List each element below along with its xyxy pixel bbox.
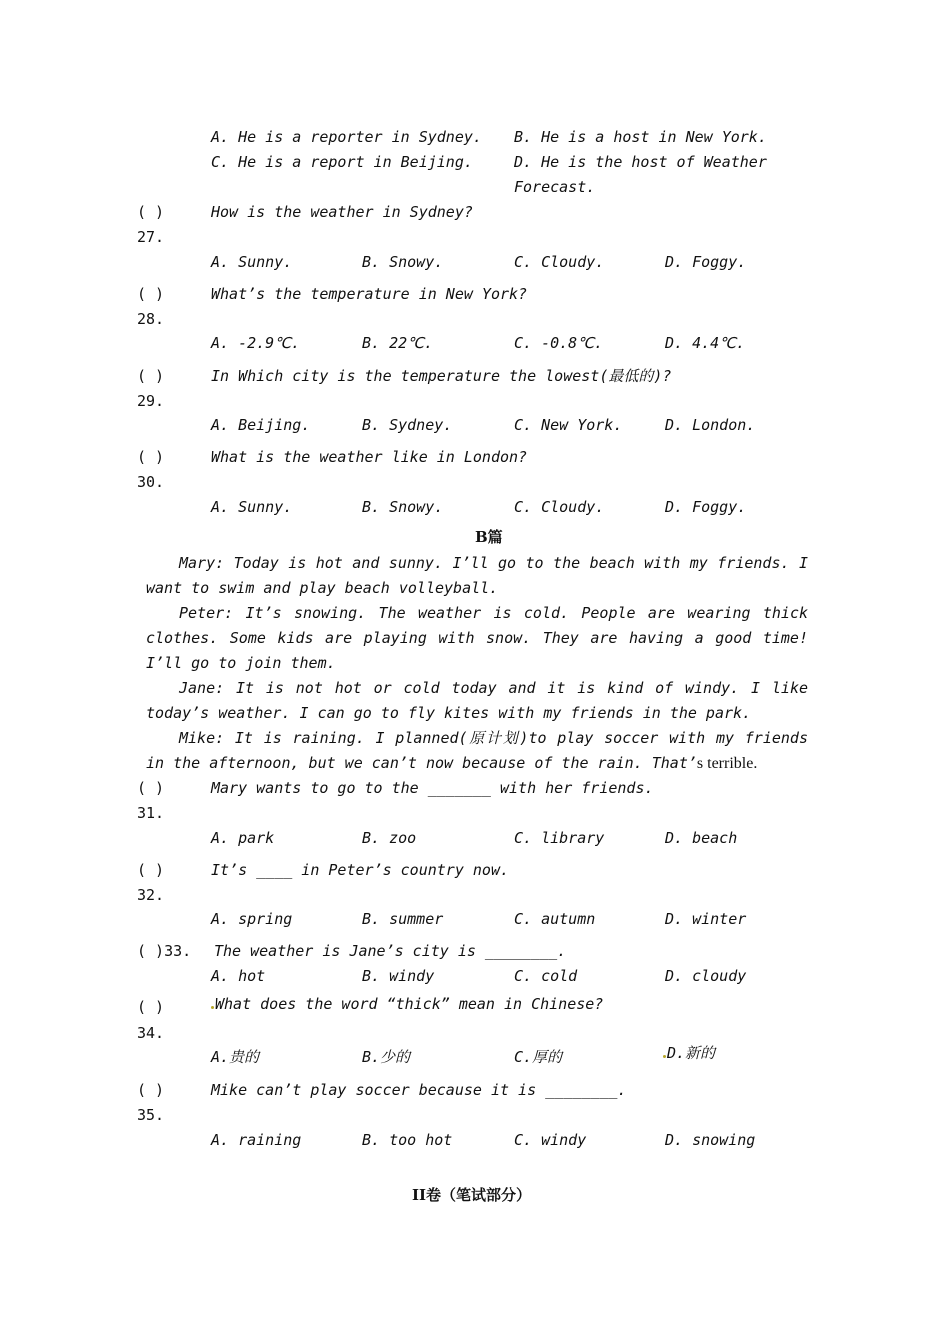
- passage-mike: [146, 726, 808, 776]
- q28-option-b: B. 22℃.: [362, 334, 434, 352]
- q31-number: 31.: [137, 804, 165, 822]
- q27-option-b: B. Snowy.: [362, 253, 444, 271]
- passage-jane: Jane: It is not hot or cold today and it is kind of windy. I like today’s weather. I can go to fly kites with my friends in the park.: [146, 679, 808, 722]
- q28-option-a: A. -2.9℃.: [211, 334, 301, 352]
- q31-option-d: D. beach: [665, 829, 738, 847]
- q31-answer-blank[interactable]: ( ): [137, 779, 165, 797]
- q34-option-c: C.厚的: [514, 1048, 563, 1066]
- q34-answer-blank[interactable]: ( ): [137, 998, 165, 1016]
- q26-option-a: A. He is a reporter in Sydney.: [211, 128, 482, 146]
- q35-answer-blank[interactable]: ( ): [137, 1081, 165, 1099]
- q29-option-d: D. London.: [665, 416, 756, 434]
- section-b-title: B篇: [475, 528, 503, 546]
- q27-number: 27.: [137, 228, 165, 246]
- q35-option-c: C. windy: [514, 1131, 587, 1149]
- q35-option-a: A. raining: [211, 1131, 302, 1149]
- q33-stem: The weather is Jane’s city is ________.: [214, 942, 567, 960]
- passage-mike-text: Mike: It is raining. I planned(原计划)to play soccer with my friends in the afternoon, but we can’t now because of the rain. That’: [146, 729, 808, 772]
- passage-mike-end: s terrible.: [696, 755, 758, 772]
- q27-stem: How is the weather in Sydney?: [211, 203, 473, 221]
- q32-option-d: D. winter: [665, 910, 747, 928]
- q34-option-d: D.新的: [667, 1044, 716, 1062]
- q31-option-a: A. park: [211, 829, 275, 847]
- q32-stem: It’s ____ in Peter’s country now.: [211, 861, 510, 879]
- q34-stem: What does the word “thick” mean in Chinese?: [215, 995, 604, 1013]
- q34-number: 34.: [137, 1024, 165, 1042]
- q28-answer-blank[interactable]: ( ): [137, 285, 165, 303]
- q29-option-b: B. Sydney.: [362, 416, 453, 434]
- q32-option-c: C. autumn: [514, 910, 596, 928]
- q29-option-a: A. Beijing.: [211, 416, 311, 434]
- q35-option-d: D. snowing: [665, 1131, 756, 1149]
- part-two-title: II卷（笔试部分）: [412, 1186, 532, 1204]
- q33-option-c: C. cold: [514, 967, 578, 985]
- reading-passage: [146, 551, 808, 776]
- q33-option-b: B. windy: [362, 967, 435, 985]
- q27-option-c: C. Cloudy.: [514, 253, 605, 271]
- q30-option-d: D. Foggy.: [665, 498, 747, 516]
- q29-answer-blank[interactable]: ( ): [137, 367, 165, 385]
- q32-option-a: A. spring: [211, 910, 293, 928]
- q30-answer-blank[interactable]: ( ): [137, 448, 165, 466]
- marker-dot-icon: [211, 1006, 214, 1009]
- q26-option-b: B. He is a host in New York.: [514, 128, 767, 146]
- q28-stem: What’s the temperature in New York?: [211, 285, 528, 303]
- marker-dot-icon: [663, 1055, 666, 1058]
- q35-stem: Mike can’t play soccer because it is ________.: [211, 1081, 627, 1099]
- q31-option-b: B. zoo: [362, 829, 417, 847]
- q27-option-a: A. Sunny.: [211, 253, 293, 271]
- q33-answer-blank[interactable]: ( )33.: [137, 942, 192, 960]
- passage-mary: Mary: Today is hot and sunny. I’ll go to the beach with my friends. I want to swim and play beach volleyball.: [146, 554, 808, 597]
- q33-option-d: D. cloudy: [665, 967, 747, 985]
- q30-number: 30.: [137, 473, 165, 491]
- q30-option-a: A. Sunny.: [211, 498, 293, 516]
- q26-option-d: D. He is the host of Weather: [514, 153, 767, 171]
- q28-option-d: D. 4.4℃.: [665, 334, 746, 352]
- q34-option-d-line: [663, 1046, 715, 1061]
- q29-option-c: C. New York.: [514, 416, 623, 434]
- passage-peter: Peter: It’s snowing. The weather is cold. People are wearing thick clothes. Some kids are playing with snow. They are having a good time! I’ll go to join them.: [146, 604, 808, 672]
- q27-answer-blank[interactable]: ( ): [137, 203, 165, 221]
- q29-stem: In Which city is the temperature the lowest(最低的)?: [211, 367, 672, 385]
- q31-option-c: C. library: [514, 829, 605, 847]
- q34-option-a: A.贵的: [211, 1048, 260, 1066]
- q30-option-c: C. Cloudy.: [514, 498, 605, 516]
- q26-option-d-cont: Forecast.: [514, 178, 596, 196]
- q35-option-b: B. too hot: [362, 1131, 453, 1149]
- q30-stem: What is the weather like in London?: [211, 448, 528, 466]
- q34-stem-line: [211, 997, 603, 1012]
- q30-option-b: B. Snowy.: [362, 498, 444, 516]
- q34-option-b: B.少的: [362, 1048, 411, 1066]
- q31-stem: Mary wants to go to the _______ with her friends.: [211, 779, 654, 797]
- q28-number: 28.: [137, 310, 165, 328]
- q28-option-c: C. -0.8℃.: [514, 334, 604, 352]
- q26-option-c: C. He is a report in Beijing.: [211, 153, 473, 171]
- q27-option-d: D. Foggy.: [665, 253, 747, 271]
- q29-number: 29.: [137, 392, 165, 410]
- q33-option-a: A. hot: [211, 967, 266, 985]
- q32-option-b: B. summer: [362, 910, 444, 928]
- q32-answer-blank[interactable]: ( ): [137, 861, 165, 879]
- q32-number: 32.: [137, 886, 165, 904]
- q35-number: 35.: [137, 1106, 165, 1124]
